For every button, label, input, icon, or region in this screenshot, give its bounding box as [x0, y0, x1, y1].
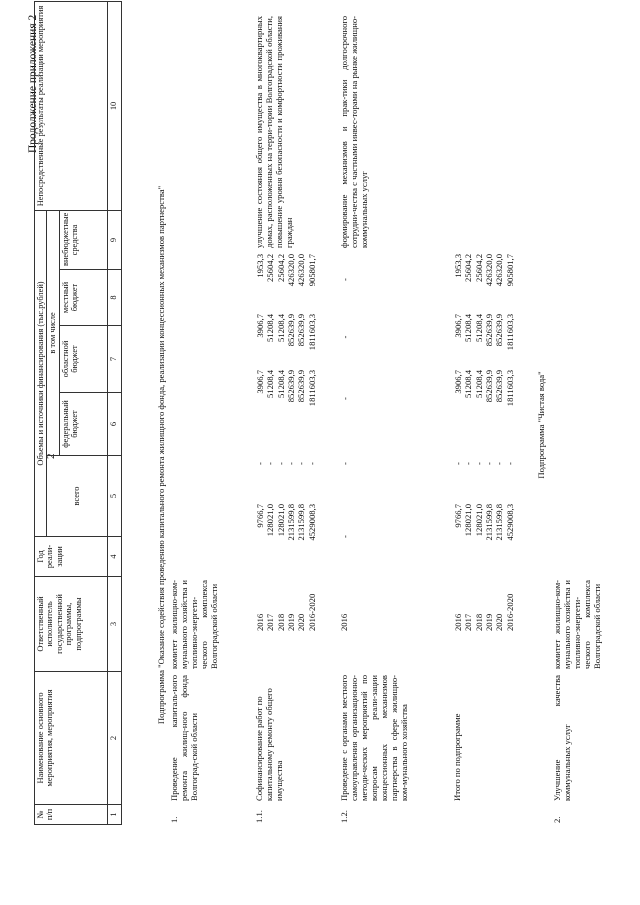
header-loc: местный бюджет	[59, 270, 107, 326]
header-fed: федеральный бюджет	[59, 393, 107, 456]
row11-years: 2016 2017 2018 2019 2020 2016-2020	[255, 593, 317, 631]
header-incl: в том числе	[47, 210, 59, 455]
row11-number: 1.1.	[254, 810, 264, 823]
row12-federal: -	[340, 462, 350, 465]
total-regional: 3906,7 51208,4 51208,4 852639,9 852639,9 1811603,3	[453, 370, 515, 407]
col-number-8: 8	[107, 270, 121, 326]
row12-extra: -	[340, 278, 350, 281]
row11-local: 3906,7 51208,4 51208,4 852639,9 852639,9 1811603,3	[255, 314, 317, 351]
col-number-6: 6	[107, 393, 121, 456]
header-total: всего	[47, 456, 107, 537]
subprogram-1-title: Подпрограмма "Оказание содействия проведению капитального ремонта жилищного фонда, реализации концессионных механизмов партнерства"	[156, 185, 166, 725]
row12-local: -	[340, 335, 350, 339]
row11-regional: 3906,7 51208,4 51208,4 852639,9 852639,9 1811603,3	[255, 370, 317, 407]
col-number-7: 7	[107, 326, 121, 393]
col-number-9: 9	[107, 210, 121, 269]
table-header	[34, 1, 122, 825]
total-extra: 1953,3 25604,2 25604,2 426320,0 426320,0 905801,7	[453, 254, 515, 287]
header-name: Наименование основного мероприятия, мероприятия	[35, 672, 108, 805]
total-years: 2016 2017 2018 2019 2020 2016-2020	[453, 593, 515, 631]
row11-extra: 1953,3 25604,2 25604,2 426320,0 426320,0 905801,7	[255, 254, 317, 287]
col-number-4: 4	[107, 537, 121, 577]
row11-result: улучшение состояния общего имущества в многоквартирных домах, расположенных на терри-тории Волгоградской области, повышение уровня безопасности и комфортности проживания граждан	[254, 16, 294, 248]
total-local: 3906,7 51208,4 51208,4 852639,9 852639,9 1811603,3	[453, 314, 515, 351]
col-number-3: 3	[107, 577, 121, 672]
row1-exec: комитет жилищно-ком-мунального хозяйства и топливно-энергети-ческого комплекса Волгоградской области	[169, 580, 219, 669]
header-reg: областной бюджет	[59, 326, 107, 393]
total-federal: - - - - - -	[453, 462, 515, 465]
header-result: Непосредственные результаты реализации мероприятия	[35, 1, 108, 210]
row2-exec: комитет жилищно-ком-мунального хозяйства и топливно-энергети-ческого комплекса Волгоградской области	[552, 580, 602, 669]
row12-regional: -	[340, 397, 350, 400]
appendix-title: Продолжение приложения 2	[27, 14, 39, 153]
header-no: № п/п	[35, 805, 108, 825]
total-label: Итого по подпрограмме	[452, 713, 462, 801]
row12-number: 1.2.	[339, 810, 349, 823]
row12-result: формирование механизмов и прак-тики долгосрочного сотрудни-чества с частными инвес-торами на рынке жилищно-коммунальных услуг	[339, 16, 369, 248]
total-total: 9766,7 128021,0 128021,0 2131599,8 2131599,8 4529008,3	[453, 504, 515, 541]
header-year: Год реали-зации	[35, 537, 108, 577]
row12-year: 2016	[339, 613, 349, 631]
row1-number: 1.	[169, 816, 179, 823]
header-funding: Объемы и источники финансирования (тыс.рублей)	[35, 210, 47, 536]
row1-name: Проведение капиталь-ного ремонта жилищ-ного фонда Волгоград-ской области	[169, 675, 199, 801]
row11-total: 9766,7 128021,0 128021,0 2131599,8 2131599,8 4529008,3	[255, 504, 317, 541]
header-exec: Ответственный исполнитель государственной программы, подпрограммы	[35, 577, 108, 672]
page-number: 2	[45, 453, 57, 459]
row12-name: Проведение с органами местного самоуправления организационно-методи-ческих мероприятий по вопросам реали-зации концессионных механизмов партнерства в сфере жилищно-ком-мунального хозяйства	[339, 675, 409, 801]
col-number-2: 2	[107, 672, 121, 805]
row12-total: -	[340, 535, 350, 538]
row11-federal: - - - - - -	[255, 462, 317, 465]
subprogram-2-title: Подпрограмма "Чистая вода"	[536, 371, 546, 479]
row2-name: Улучшение качества коммунальных услуг	[552, 675, 572, 801]
col-number-5: 5	[107, 456, 121, 537]
row2-number: 2.	[552, 816, 562, 823]
row11-name: Софинансирование работ по капитальному ремонту общего имущества	[254, 688, 284, 801]
col-number-1: 1	[107, 805, 121, 825]
header-extra: внебюджетные средства	[59, 210, 107, 269]
col-number-10: 10	[107, 1, 121, 210]
